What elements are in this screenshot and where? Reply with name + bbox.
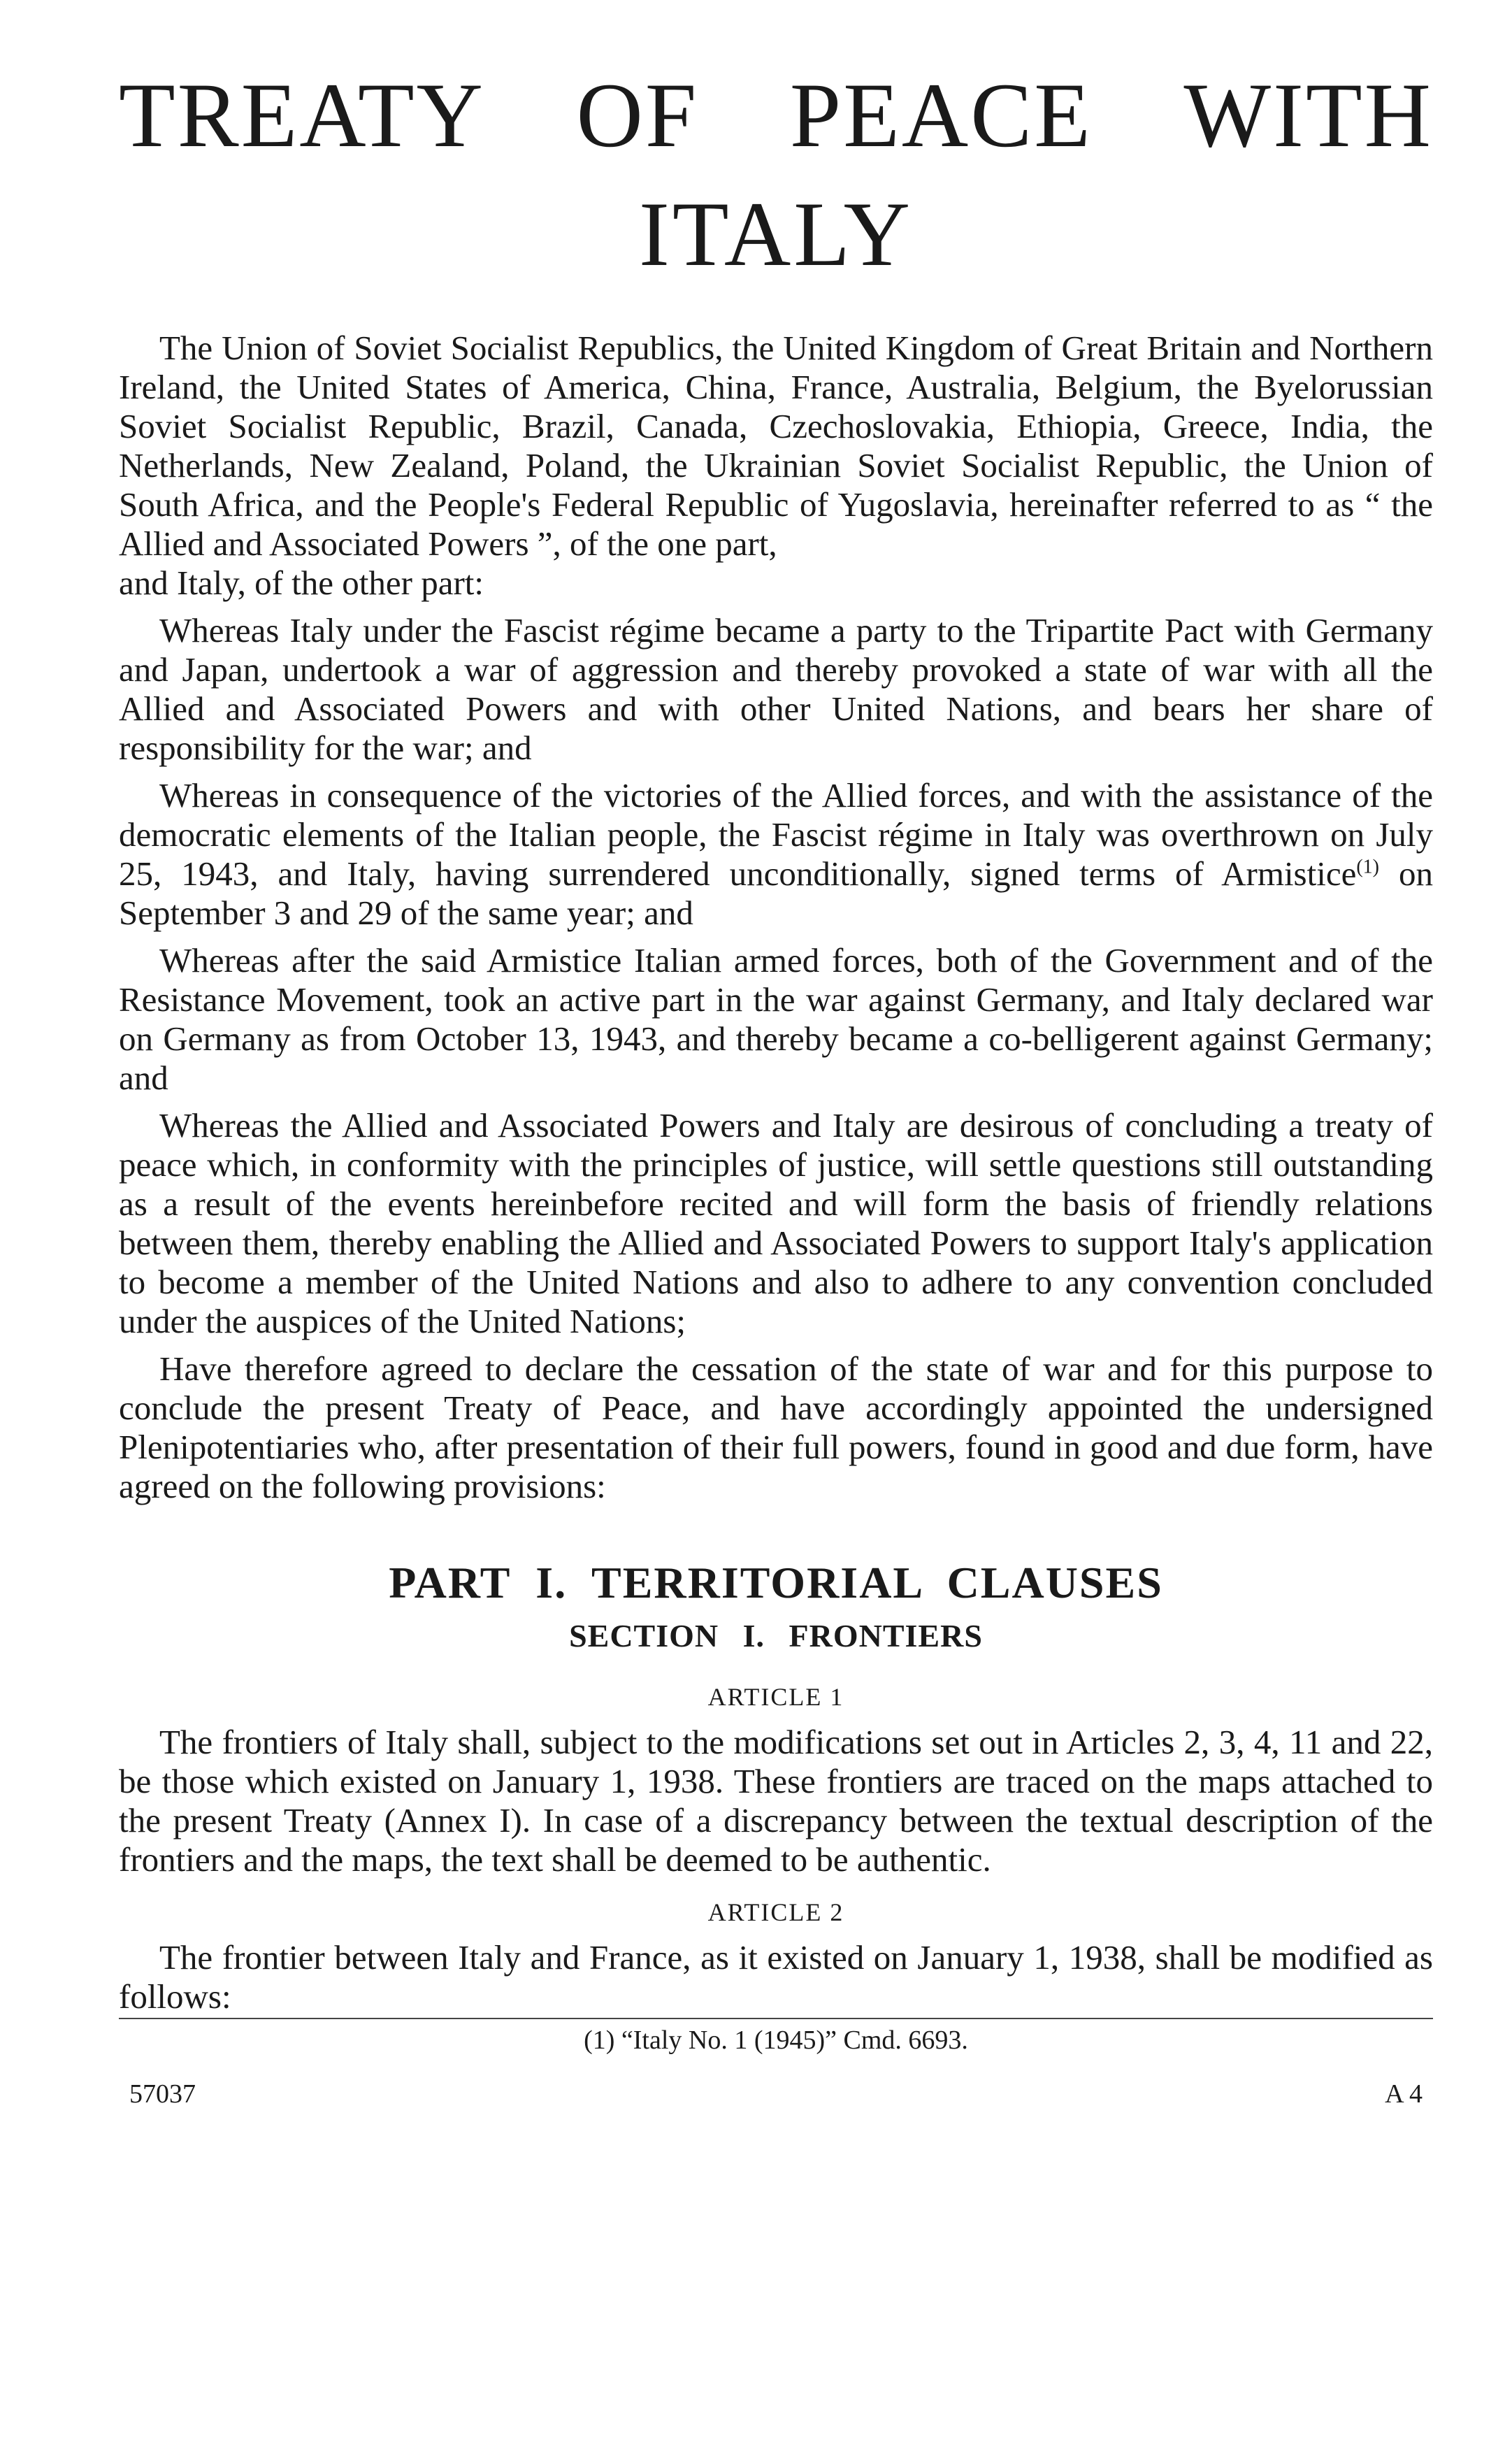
page-footer xyxy=(119,2077,1433,2111)
title-word: WITH xyxy=(1183,64,1433,166)
preamble-parties: The Union of Soviet Socialist Republics, the United Kingdom of Great Britain and Northern Ireland, the United States of America, China, France, Australia, Belgium, the Byelorussian Soviet Socialist Republic, Brazil, Canada, Czechoslovakia, Ethiopia, Greece, India, the Netherlands, New Zealand, Poland, the Ukrainian Soviet Socialist Republic, the Union of South Africa, and the People's Federal Republic of Yugoslavia, hereinafter referred to as “ the Allied and Associated Powers ”, of the one part, xyxy=(119,329,1433,563)
part-heading: PART I. TERRITORIAL CLAUSES xyxy=(389,1558,1163,1607)
article-heading: ARTICLE 1 xyxy=(707,1683,844,1711)
article xyxy=(119,1681,1433,1879)
article-heading: ARTICLE 2 xyxy=(707,1898,844,1926)
print-code: 57037 xyxy=(129,2079,196,2109)
footnote-reference: (1) xyxy=(1356,856,1380,878)
preamble xyxy=(119,329,1433,1506)
document-title-line-1 xyxy=(119,63,1433,168)
footnote-divider xyxy=(119,2018,1433,2019)
preamble-other-part: and Italy, of the other part: xyxy=(119,564,484,602)
title-word: OF xyxy=(576,64,699,166)
section-heading: SECTION I. FRONTIERS xyxy=(569,1618,983,1654)
whereas-2-text-continued: on September 3 and 29 of the same year; and xyxy=(119,854,1433,932)
article xyxy=(119,1896,1433,2016)
whereas-2-text: Whereas in consequence of the victories of the Allied forces, and with the assistance of the democratic elements of the Italian people, the Fascist régime in Italy was overthrown on July 25, 1943, and Italy, having surrendered unconditionally, signed terms of Armistice xyxy=(119,776,1433,893)
article-body: The frontiers of Italy shall, subject to the modifications set out in Articles 2, 3, 4, 11 and 22, be those which existed on January 1, 1938. These frontiers are traced on the maps attached to the present Treaty (Annex I). In case of a discrepancy between the textual description of the frontiers and the maps, the text shall be deemed to be authentic. xyxy=(119,1723,1433,1879)
document-page xyxy=(119,63,1433,2111)
title-word: TREATY xyxy=(119,64,485,166)
preamble-whereas-3: Whereas after the said Armistice Italian armed forces, both of the Government and of the Resistance Movement, took an active part in the war against Germany, and Italy declared war on Germany as from October 13, 1943, and thereby became a co-belligerent against Germany; and xyxy=(119,941,1433,1097)
signature-mark: A 4 xyxy=(1385,2079,1423,2109)
preamble-whereas-1: Whereas Italy under the Fascist régime became a party to the Tripartite Pact with Germany and Japan, undertook a war of aggression and thereby provoked a state of war with all the Allied and Associated Powers and with other United Nations, and bears her share of responsibility for the war; and xyxy=(119,611,1433,767)
preamble-agreement: Have therefore agreed to declare the cessation of the state of war and for this purpose to conclude the present Treaty of Peace, and have accordingly appointed the undersigned Plenipotentiaries who, after presentation of their full powers, found in good and due form, have agreed on the following provisions: xyxy=(119,1349,1433,1505)
preamble-whereas-2 xyxy=(119,776,1433,933)
preamble-whereas-4: Whereas the Allied and Associated Powers and Italy are desirous of concluding a treaty of peace which, in conformity with the principles of justice, will settle questions still outstanding as a result of the events hereinbefore recited and will form the basis of friendly relations between them, thereby enabling the Allied and Associated Powers to support Italy's application to become a member of the United Nations and also to adhere to any convention concluded under the auspices of the United Nations; xyxy=(119,1106,1433,1340)
article-body: The frontier between Italy and France, as it existed on January 1, 1938, shall be modified as follows: xyxy=(119,1938,1433,2016)
document-title-line-2: ITALY xyxy=(638,182,914,285)
footnote: (1) “Italy No. 1 (1945)” Cmd. 6693. xyxy=(584,2025,968,2055)
title-word: PEACE xyxy=(789,64,1093,166)
